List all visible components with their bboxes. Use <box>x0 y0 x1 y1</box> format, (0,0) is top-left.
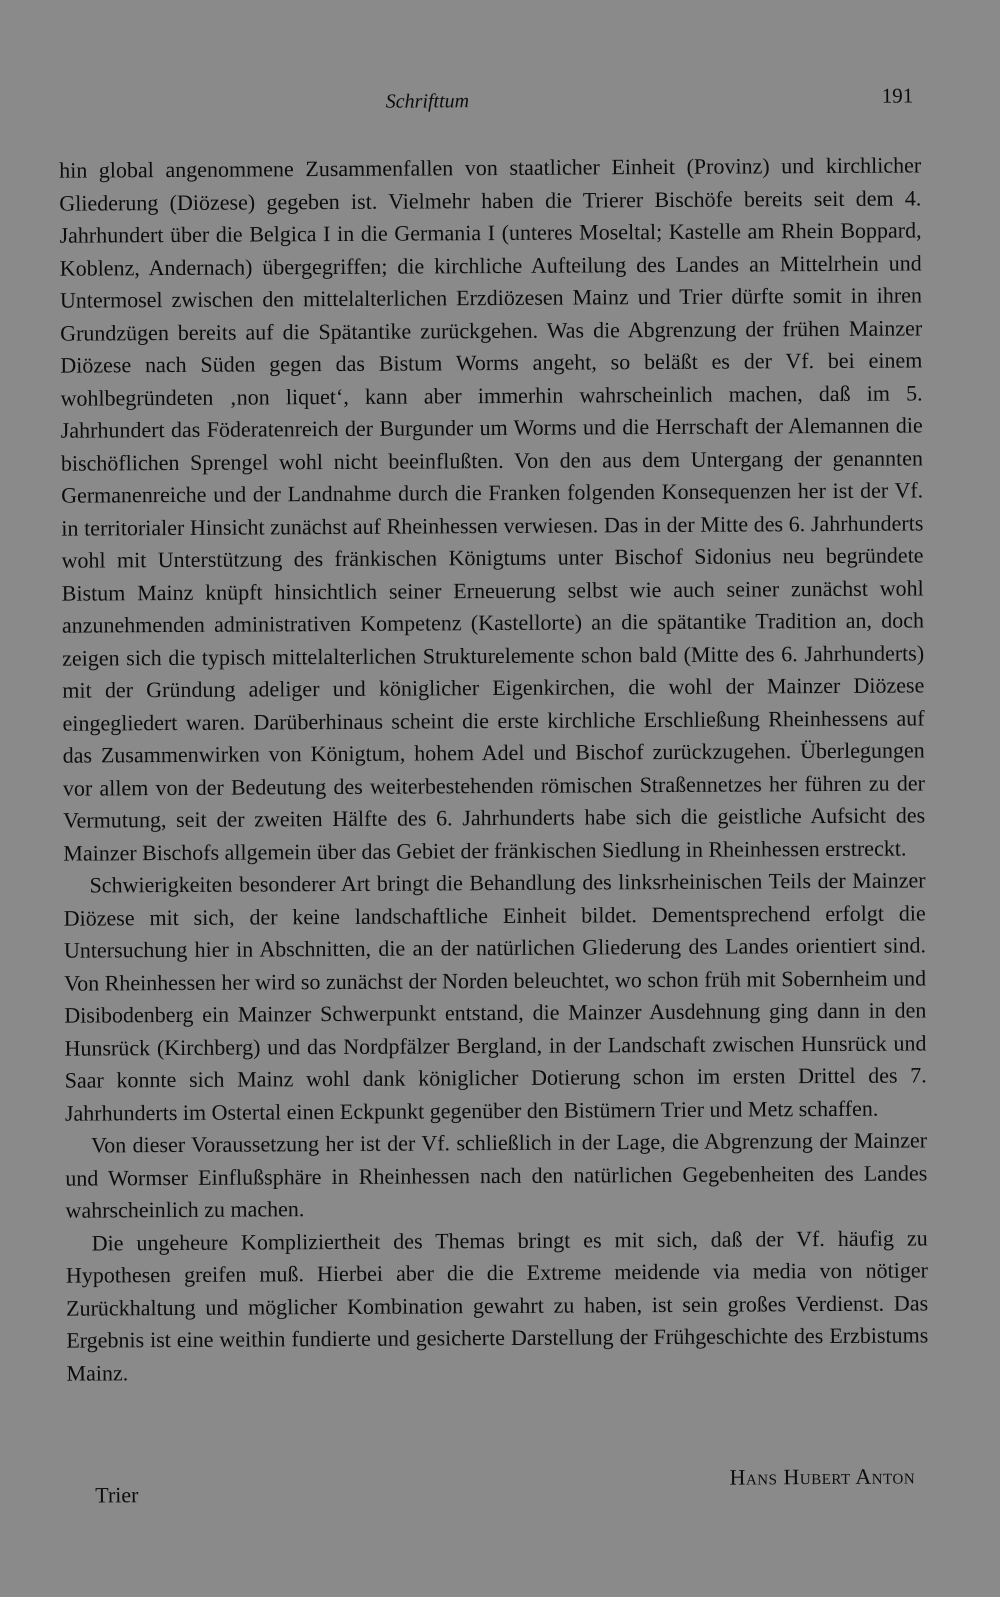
paragraph: Von dieser Voraussetzung her ist der Vf. schließlich in der Lage, die Abgrenzung der Mainzer und Wormser Einflußsphäre in Rheinhessen nach den natürlichen Gegebenheiten des Landes wahrscheinlich zu machen. <box>65 1127 928 1223</box>
paragraph-continued: hin global angenommene Zusammenfallen von staatlicher Einheit (Provinz) und kirchlicher Gliederung (Diözese) gegeben ist. Vielmehr haben die Trierer Bischöfe bereits seit dem 4. Jahrhundert über die Belgica I in die Germania I (unteres Moseltal; Kastelle am Rhein Boppard, Koblenz, Andernach) übergegriffen; die kirchliche Aufteilung des Landes an Mittelrhein und Untermosel zwischen den mittelalterlichen Erzdiözesen Mainz und Trier dürfte somit in ihren Grundzügen bereits auf die Spätantike zurückgehen. Was die Abgrenzung der frühen Mainzer Diözese nach Süden gegen das Bistum Worms angeht, so beläßt es der Vf. bei einem wohlbegründeten ‚non liquet‘, kann aber immerhin wahrscheinlich machen, daß im 5. Jahrhundert das Föderatenreich der Burgunder um Worms und die Herrschaft der Alemannen die bischöflichen Sprengel wohl nicht beeinflußten. Von den aus dem Untergang der genannten Germanenreiche und der Landnahme durch die Franken folgenden Konsequenzen her ist der Vf. in territorialer Hinsicht zunächst auf Rheinhessen verwiesen. Das in der Mitte des 6. Jahrhunderts wohl mit Unterstützung des fränkischen Königtums unter Bischof Sidonius neu begründete Bistum Mainz knüpft hinsichtlich seiner Erneuerung selbst wie auch seiner zunächst wohl anzunehmenden administrativen Kompetenz (Kastellorte) an die spätantike Tradition an, doch zeigen sich die typisch mittelalterlichen Strukturelemente schon bald (Mitte des 6. Jahrhunderts) mit der Gründung adeliger und königlicher Eigenkirchen, die wohl der Mainzer Diözese eingegliedert waren. Darüberhinaus scheint die erste kirchliche Erschließung Rheinhessens auf das Zusammenwirken von Königtum, hohem Adel und Bischof zurückzugehen. Überlegungen vor allem von der Bedeutung des weiterbestehenden römischen Straßennetzes her führen zu der Vermutung, seit der zweiten Hälfte des 6. Jahrhunderts habe sich die geistliche Aufsicht des Mainzer Bischofs allgemein über das Gebiet der fränkischen Siedlung in Rheinhessen erstreckt. <box>59 152 926 866</box>
page-number: 191 <box>881 83 914 108</box>
paragraph: Schwierigkeiten besonderer Art bringt die Behandlung des linksrheinischen Teils der Mainzer Diözese mit sich, der keine landschaftliche Einheit bildet. Dementsprechend erfolgt die Untersuchung hier in Abschnitten, die an der natürlichen Gliederung des Landes orientiert sind. Von Rheinhessen her wird so zunächst der Norden beleuchtet, wo schon früh mit Sobernheim und Disibodenberg ein Mainzer Schwerpunkt entstand, die Mainzer Ausdehnung ging dann in den Hunsrück (Kirchberg) und das Nordpfälzer Bergland, in der Landschaft zwischen Hunsrück und Saar konnte sich Mainz wohl dank königlicher Dotierung schon im ersten Drittel des 7. Jahrhunderts im Ostertal einen Eckpunkt gegenüber den Bistümern Trier und Metz schaffen. <box>63 867 927 1126</box>
running-head <box>0 83 996 123</box>
body-text <box>59 149 929 1389</box>
paragraph: Die ungeheure Kompliziertheit des Themas bringt es mit sich, daß der Vf. häufig zu Hypothesen greifen muß. Hierbei aber die die Extreme meidende via media von nötiger Zurückhaltung und möglicher Kombination gewahrt zu haben, ist sein großes Verdienst. Das Ergebnis ist eine weithin fundierte und gesicherte Darstellung der Frühgeschichte des Erzbistums Mainz. <box>65 1224 929 1386</box>
signature-row <box>67 1463 929 1508</box>
running-title: Schrifttum <box>385 90 470 113</box>
signature-author: Hans Hubert Anton <box>729 1463 916 1490</box>
signature-place: Trier <box>95 1482 139 1508</box>
